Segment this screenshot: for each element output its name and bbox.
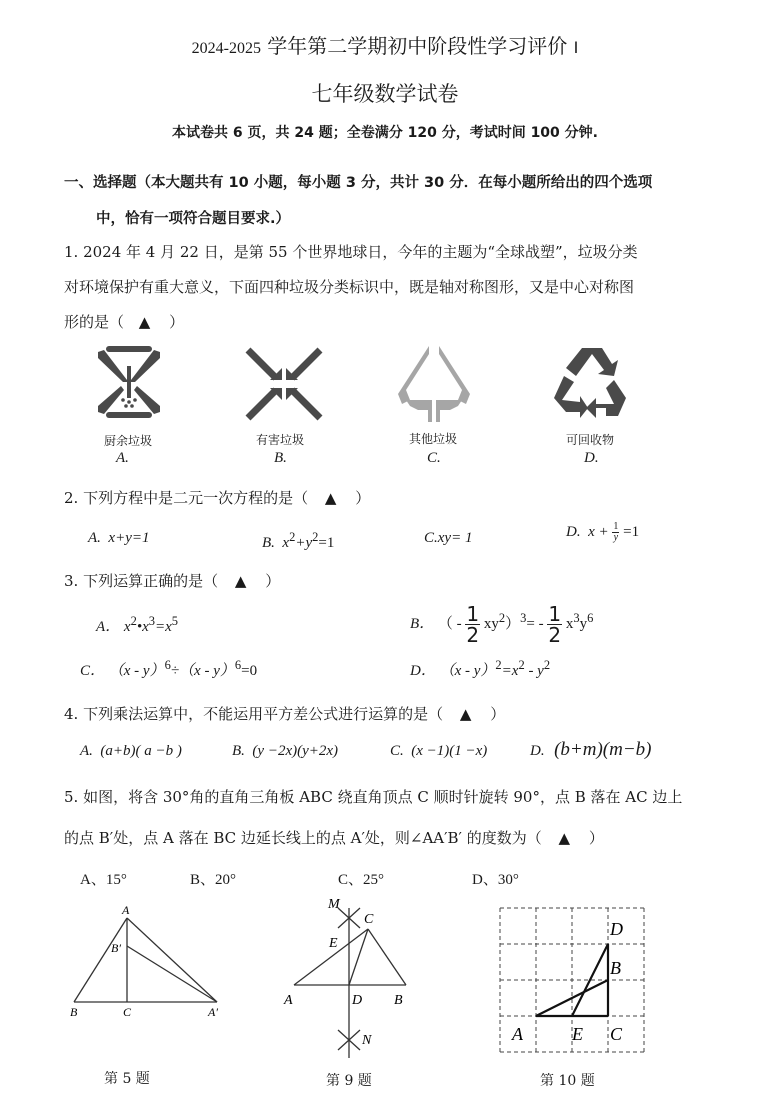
figure-9-caption: 第 9 题 (326, 1073, 372, 1089)
q2-option-a (88, 530, 149, 547)
q3-option-b-fraction1 (465, 604, 480, 645)
q2-option-d-fraction (612, 522, 619, 543)
q3-option-b-exp2: 3 (520, 610, 527, 625)
q5-line2 (64, 827, 604, 848)
q5-option-a: A、15° (80, 872, 127, 888)
q1-option-c-label: 其他垃圾 (409, 432, 458, 446)
q3-option-c-letter: C． (80, 663, 106, 679)
fig5-label-bprime: B′ (111, 941, 121, 955)
q1-option-b-letter: B. (274, 450, 287, 466)
q3-option-a (96, 614, 178, 636)
q4-option-c (390, 743, 487, 760)
q2-option-d-numerator: 1 (613, 521, 619, 532)
q2-stem-prefix: 2. 下列方程中是二元一次方程的是（ (64, 489, 309, 507)
q5-option-c: C、25° (338, 872, 385, 888)
q5-stem-suffix: ） (588, 829, 604, 847)
q3-option-b-exp1: 2 (498, 610, 506, 625)
figure-5-caption: 第 5 题 (104, 1071, 150, 1087)
q4-option-b (232, 743, 338, 760)
q1-option-c-letter: C. (427, 450, 441, 466)
q3-option-b (410, 604, 593, 645)
q2-option-d-denominator: y (613, 532, 619, 543)
q4-stem-prefix: 4. 下列乘法运算中，不能运用平方差公式进行运算的是（ (64, 705, 444, 723)
answer-blank-triangle-icon: ▲ (138, 313, 151, 331)
q4-option-a-letter: A. (80, 743, 93, 759)
q2-option-b-x: x (282, 535, 290, 551)
q3-stem-prefix: 3. 下列运算正确的是（ (64, 572, 219, 590)
figure-9-diagram (280, 890, 420, 1060)
q3-option-d (410, 658, 550, 680)
q1-line1: 1. 2024 年 4 月 22 日，是第 55 个世界地球日，今年的主题为“全球战塑”，垃圾分类 (64, 243, 638, 261)
figure-10-grid-diagram (496, 904, 646, 1054)
q2-option-d-letter: D. (566, 523, 581, 540)
fig9-side-cb (368, 929, 406, 985)
q3-option-c-div: ÷（x - y） (170, 663, 235, 679)
fig5-side-aap (127, 918, 217, 1002)
q3-option-b-close: ） (505, 615, 521, 632)
q3-option-a-letter: A． (96, 619, 121, 635)
q3-option-d-p1: （x - y） (439, 663, 496, 679)
q1-line3 (64, 311, 184, 332)
q1-line2: 对环境保护有重大意义，下面四种垃圾分类标识中，既是轴对称图形，又是中心对称图 (64, 278, 635, 296)
fig9-label-c: C (364, 912, 374, 927)
fig9-label-n: N (362, 1033, 372, 1048)
q4-stem (64, 703, 505, 724)
q1-option-d-label: 可回收物 (566, 433, 615, 447)
q4-option-d-text: (b+m)(m−b) (554, 739, 652, 760)
q3-stem (64, 570, 280, 591)
q3-option-d-letter: D． (410, 663, 436, 679)
q2-stem (64, 487, 370, 508)
recyclable-icon (552, 346, 632, 420)
fig5-label-c: C (123, 1005, 132, 1019)
fig9-segment-cd (349, 929, 368, 985)
fig9-label-a: A (284, 993, 293, 1008)
q2-option-b-letter: B. (262, 535, 275, 551)
q5-option-d: D、30° (472, 872, 519, 888)
fig10-label-b: B (610, 958, 621, 978)
q1-stem-suffix: ） (169, 313, 185, 331)
q3-option-d-m: - y (524, 663, 544, 679)
q2-option-c-text: xy= 1 (437, 530, 473, 546)
q4-option-d (530, 739, 652, 761)
q3-option-b-den2: 2 (548, 623, 562, 647)
q1-option-d-letter: D. (584, 450, 599, 466)
q2-option-b-rest: =1 (318, 535, 335, 551)
q2-option-b (262, 530, 334, 552)
q2-option-a-text: x+y=1 (108, 530, 150, 546)
q2-stem-suffix: ） (355, 489, 371, 507)
exam-year: 2024-2025 (191, 40, 261, 57)
q3-option-b-num2: 1 (548, 602, 562, 626)
q4-option-b-letter: B. (232, 743, 245, 759)
q3-option-a-eq: =x (155, 619, 172, 635)
q3-option-b-num1: 1 (466, 602, 480, 626)
section-heading-line2: 中，恰有一项符合题目要求.） (96, 211, 291, 227)
q3-option-c-eq: =0 (241, 663, 258, 679)
q3-stem-suffix: ） (265, 572, 281, 590)
q3-option-c-exp1: 6 (164, 658, 171, 672)
q4-stem-suffix: ） (490, 705, 506, 723)
exam-title-numeral: Ⅰ (573, 40, 579, 57)
q1-option-a-letter: A. (116, 450, 129, 466)
q2-option-d-post: =1 (623, 523, 640, 540)
q4-option-a-text: (a+b)( a −b ) (100, 743, 182, 759)
q3-option-b-eq: = - (526, 615, 544, 632)
fig10-label-c: C (610, 1024, 623, 1044)
q1-option-b-label: 有害垃圾 (256, 433, 305, 447)
q2-option-c-letter: C. (424, 530, 438, 546)
q1-stem-prefix: 形的是（ (64, 313, 125, 331)
q4-option-c-letter: C. (390, 743, 404, 759)
q4-option-a (80, 743, 182, 760)
exam-title-text: 学年第二学期初中阶段性学习评价 (267, 34, 568, 58)
q3-option-b-open: （ - (437, 615, 462, 632)
q5-option-b: B、20° (190, 872, 237, 888)
q2-option-b-y: +y (295, 535, 313, 551)
q4-option-b-text: (y −2x)(y+2x) (252, 743, 339, 759)
q3-option-b-den1: 2 (466, 623, 480, 647)
q2-option-d (566, 522, 639, 543)
fig5-side-bpap (127, 946, 217, 1002)
section-heading-line1: 一、选择题（本大题共有 10 小题，每小题 3 分，共计 30 分．在每小题所给出的四个选项 (64, 175, 653, 191)
q3-option-b-mid: xy (483, 615, 499, 632)
q3-option-b-exp4: 6 (587, 610, 594, 625)
other-waste-icon (396, 344, 472, 424)
exam-subtitle: 七年级数学试卷 (311, 82, 459, 106)
fig9-label-b: B (394, 993, 403, 1008)
answer-blank-triangle-icon: ▲ (324, 489, 337, 507)
q3-option-b-tail: x (565, 615, 574, 632)
fig5-label-b: B (70, 1005, 78, 1019)
q5-stem-prefix: 的点 B′处，点 A 落在 BC 边延长线上的点 A′处，则∠AA′B′ 的度数为（ (64, 829, 542, 847)
q3-option-c-p1: （x - y） (108, 663, 165, 679)
answer-blank-triangle-icon: ▲ (558, 829, 571, 847)
q1-option-a-label: 厨余垃圾 (104, 434, 153, 448)
answer-blank-triangle-icon: ▲ (459, 705, 472, 723)
answer-blank-triangle-icon: ▲ (234, 572, 247, 590)
fig10-label-e: E (572, 1024, 583, 1044)
q3-option-d-exp2: 2 (518, 658, 525, 672)
q3-option-b-exp3: 3 (573, 610, 580, 625)
q4-option-c-text: (x −1)(1 −x) (411, 743, 488, 759)
q3-option-a-x1: x (123, 619, 131, 635)
q3-option-b-letter: B． (410, 615, 435, 632)
q3-option-d-eq: =x (501, 663, 519, 679)
fig5-label-aprime: A′ (208, 1005, 218, 1019)
q2-option-b-exp1: 2 (289, 530, 296, 544)
q3-option-a-exp1: 2 (130, 614, 137, 628)
fig10-label-a: A (512, 1024, 523, 1044)
q3-option-a-exp2: 3 (148, 614, 156, 628)
q5-line1: 5. 如图，将含 30°角的直角三角板 ABC 绕直角顶点 C 顺时针旋转 90°，点 B 落在 AC 边上 (64, 788, 683, 806)
fig5-label-a: A (122, 903, 130, 917)
q3-option-d-exp3: 2 (543, 658, 551, 672)
q2-option-a-letter: A. (88, 530, 101, 546)
kitchen-waste-icon (96, 344, 162, 420)
q3-option-c-exp2: 6 (234, 658, 242, 672)
q2-option-b-exp2: 2 (312, 530, 319, 544)
q2-option-d-pre: x + (588, 523, 609, 540)
q3-option-a-dot: •x (136, 619, 149, 635)
q3-option-d-exp1: 2 (495, 658, 502, 672)
q2-option-c (424, 530, 472, 547)
fig9-label-d: D (352, 993, 363, 1008)
fig9-label-e: E (329, 936, 338, 951)
q3-option-b-tail2: y (579, 615, 588, 632)
fig10-label-d: D (610, 919, 623, 939)
hazardous-waste-icon (244, 346, 324, 422)
figure-10-caption: 第 10 题 (540, 1073, 595, 1089)
q3-option-a-exp3: 5 (171, 614, 179, 628)
fig9-label-m: M (328, 897, 340, 912)
q3-option-c (80, 658, 257, 680)
exam-title (0, 30, 770, 59)
figure-5-diagram (64, 900, 234, 1025)
fig5-side-ab (74, 918, 127, 1002)
q4-option-d-letter: D. (530, 743, 545, 759)
q3-option-b-fraction2 (547, 604, 562, 645)
exam-info: 本试卷共 6 页，共 24 题；全卷满分 120 分，考试时间 100 分钟. (172, 125, 598, 141)
